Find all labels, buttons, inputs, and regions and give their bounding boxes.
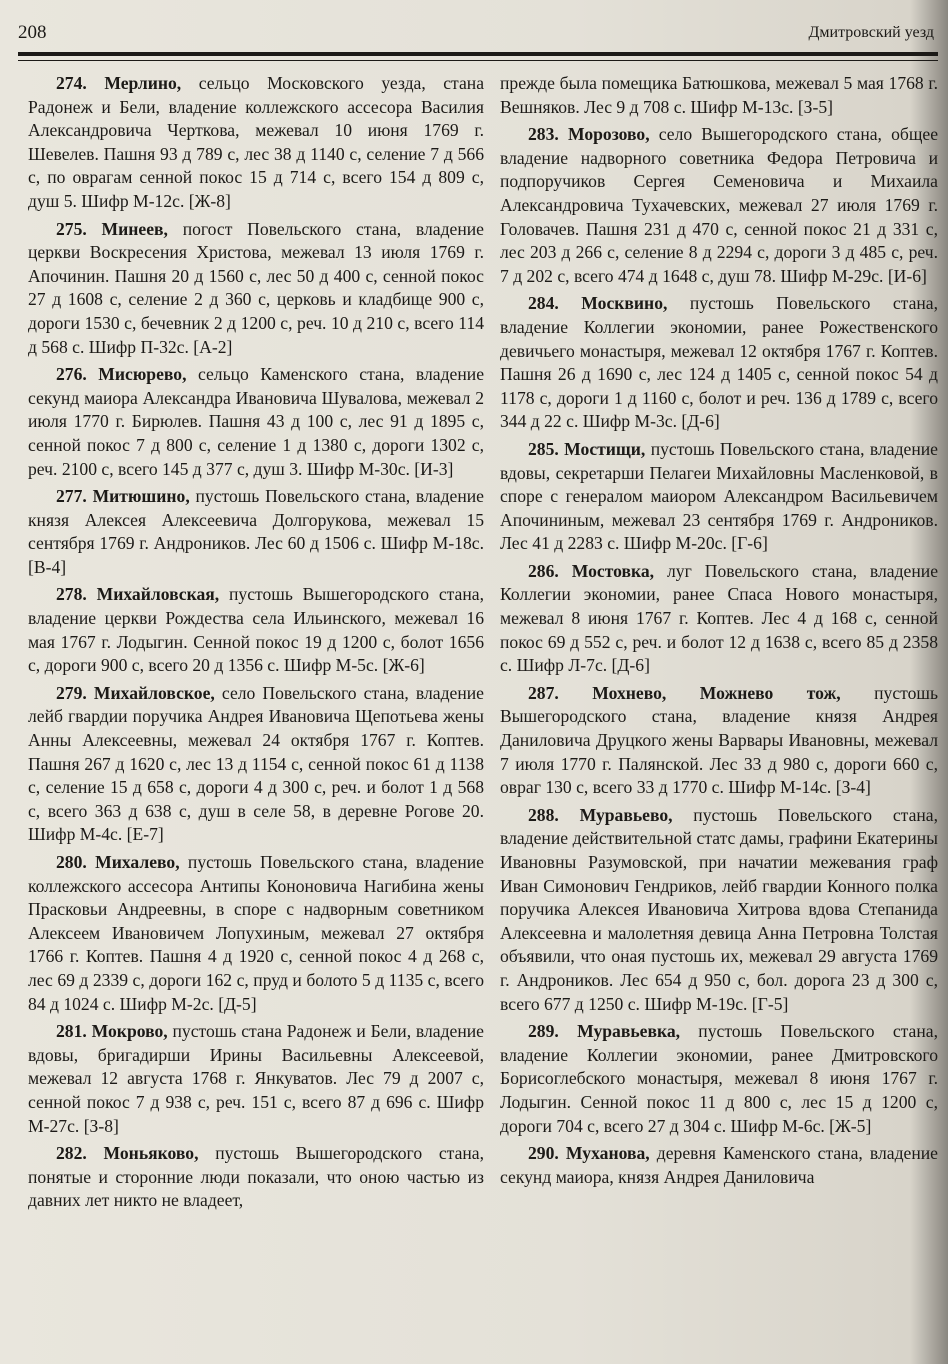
entry-text: пустошь Повельского стана, владение действительной статс дамы, графини Екатерины Ивановны Разумовской, при начатии межевания граф Иван Симонович Гендриков, лейб гвардии Конного полка поручика Алексея Ивановича Хитрова вдова Степанида Алексеевна и малолетняя девица Анна Петровна Толстая объявили, что оная пустошь их, межевал 29 августа 1769 г. Андроников. Лес 654 д 950 с, бол. дорога 23 д 300 с, всего 677 д 1250 с. Шифр М-19с. [Г-5] [500, 804, 938, 1014]
left-column [28, 72, 484, 1357]
entry-number: 285. [528, 438, 559, 459]
entry-275 [28, 218, 484, 360]
entry-276 [28, 363, 484, 481]
place-name: Морозово, [567, 124, 650, 145]
page-header [18, 18, 938, 46]
place-name: Митюшино, [92, 486, 190, 507]
entry-text: село Повельского стана, владение лейб гвардии поручика Андрея Ивановича Щепотьева жены Анны Алексеевны, межевал 24 октября 1767 г. Коптев. Пашня 267 д 1620 с, лес 13 д 1154 с, сенной покос 61 д 1138 с, селение 15 д 658 с, дороги 4 д 300 с, реч. и болот 1 д 568 с, всего 363 д 638 с, душ в селе 58, в деревне Рогове 20. Шифр М-4с. [Е-7] [28, 682, 484, 845]
place-name: Моньяково, [103, 1143, 199, 1164]
entry-text: пустошь Вышегородского стана, владение князя Андрея Даниловича Друцкого жены Варвары Ивановны, межевал 7 июля 1770 г. Палянской. Лес 33 д 980 с, дороги 660 с, овраг 130 с, всего 33 д 1770 с. Шифр М-14с. [З-4] [500, 682, 938, 798]
place-name: Муханова, [565, 1143, 650, 1164]
entry-number: 287. [528, 682, 559, 703]
entry-number: 275. [56, 218, 87, 239]
place-name: Москвино, [581, 293, 668, 314]
entry-number: 278. [56, 584, 87, 605]
entry-text: сельцо Московского уезда, стана Радонеж и Бели, владение коллежского ассесора Василия Александровича Черткова, межевал 10 июня 1769 г. Шевелев. Пашня 93 д 789 с, лес 38 д 1140 с, селение 7 д 566 с, по оврагам сенной покос 15 д 714 с, всего 154 д 809 с, душ 5. Шифр М-12с. [Ж-8] [28, 73, 484, 211]
entry-284 [500, 292, 938, 434]
entry-number: 289. [528, 1021, 559, 1042]
entry-text: деревня Каменского стана, владение секунд маиора, князя Андрея Даниловича [500, 1143, 938, 1187]
place-name: Мостовка, [571, 560, 655, 581]
running-head: Дмитровский уезд [808, 24, 934, 41]
entry-number: 279. [56, 682, 87, 703]
entry-text: пустошь Вышегородского стана, понятые и сторонние люди показали, что оною частью из давних лет никто не владеет, [28, 1143, 484, 1211]
entry-text: сельцо Каменского стана, владение секунд маиора Александра Ивановича Шувалова, межевал 2 июля 1770 г. Бирюлев. Пашня 43 д 100 с, лес 91 д 1895 с, сенной покос 7 д 800 с, селение 1 д 1380 с, дороги 1302 с, реч. 2100 с, всего 145 д 377 с, душ 3. Шифр М-30с. [И-3] [28, 364, 484, 479]
entry-290 [500, 1142, 938, 1189]
place-name: Мохнево, Можнево тож, [592, 682, 841, 703]
right-column [500, 72, 938, 1357]
page-number: 208 [18, 22, 47, 43]
entry-283 [500, 123, 938, 288]
entry-number: 280. [56, 852, 87, 872]
entry-277 [28, 485, 484, 579]
entry-text: луг Повельского стана, владение Коллегии экономии, ранее Спаса Нового монастыря, межевал 8 июня 1767 г. Коптев. Лес 4 д 168 с, сенной покос 69 д 552 с, реч. и болот 12 д 1638 с, всего 85 д 2358 с. Шифр Л-7с. [Д-6] [500, 560, 938, 676]
place-name: Михайловское, [93, 682, 215, 703]
entry-text: пустошь Вышегородского стана, владение церкви Рождества села Ильинского, межевал 16 мая 1767 г. Лодыгин. Сенной покос 19 д 1200 с, болот 1656 с, дороги 900 с, всего 20 д 1356 с. Шифр М-5с. [Ж-6] [28, 584, 484, 676]
entry-text: пустошь Повельского стана, владение князя Алексея Алексеевича Долгорукова, межевал 15 сентября 1769 г. Андроников. Лес 60 д 1506 с. Шифр М-18с. [В-4] [28, 486, 484, 577]
entry-278 [28, 583, 484, 677]
place-name: Муравьево, [579, 804, 673, 825]
entry-288 [500, 804, 938, 1016]
entry-281 [28, 1020, 484, 1138]
header-rule-thin [18, 60, 938, 61]
entry-text: пустошь Повельского стана, владение Коллегии экономии, ранее Рожественского девичьего монастыря, межевал 12 октября 1767 г. Коптев. Пашня 26 д 1690 с, лес 124 д 1405 с, сенной покос 54 д 1178 с, дороги 1 д 1160 с, болот и реч. 136 д 1789 с, всего 344 д 22 с. Шифр М-3с. [Д-6] [500, 293, 938, 432]
entry-number: 282. [56, 1143, 87, 1164]
entry-285 [500, 438, 938, 556]
entry-number: 290. [528, 1143, 559, 1164]
entry-text: пустошь стана Радонеж и Бели, владение вдовы, бригадирши Ирины Васильевны Алексеевой, межевал 12 августа 1768 г. Янкуватов. Лес 79 д 2007 с, сенной покос 7 д 938 с, реч. 151 с, всего 87 д 696 с. Шифр М-27с. [З-8] [28, 1021, 484, 1136]
entry-text: пустошь Повельского стана, владение коллежского ассесора Антипы Кононовича Нагибина жены Прасковьи Андреевны, в споре с надворным советником Алексеем Ивановичем Лопухиным, межевал 27 октября 1766 г. Коптев. Пашня 4 д 1920 с, сенной покос 4 д 268 с, лес 69 д 2339 с, дороги 162 с, пруд и болото 5 д 1135 с, всего 84 д 1024 с. Шифр М-2с. [Д-5] [28, 852, 484, 1014]
place-name: Михалево, [95, 852, 180, 872]
place-name: Мокрово, [91, 1021, 168, 1042]
entry-number: 276. [56, 364, 87, 385]
entry-289 [500, 1020, 938, 1138]
entry-number: 277. [56, 486, 87, 507]
entry-number: 288. [528, 804, 559, 825]
entry-number: 274. [56, 73, 87, 93]
entry-text: пустошь Повельского стана, владение Коллегии экономии, ранее Дмитровского Борисоглебского монастыря, межевал 8 июня 1767 г. Лодыгин. Сенной покос 11 д 800 с, лес 15 д 1200 с, дороги 704 с, всего 27 д 304 с. Шифр М-6с. [Ж-5] [500, 1021, 938, 1136]
header-rule-thick [18, 52, 938, 56]
entry-text: погост Повельского стана, владение церкви Воскресения Христова, межевал 13 июля 1769 г. Апочинин. Пашня 20 д 1560 с, лес 50 д 400 с, сенной покос 27 д 1608 с, селение 2 д 360 с, церковь и кладбище 900 с, дороги 1530 с, бечевник 2 д 1200 с, реч. 10 д 210 с, всего 114 д 568 с. Шифр П-32с. [А-2] [28, 218, 484, 357]
entry-280 [28, 851, 484, 1016]
place-name: Минеев, [101, 218, 168, 239]
entry-274 [28, 72, 484, 214]
entry-287 [500, 682, 938, 800]
entry-279 [28, 682, 484, 847]
entry-number: 286. [528, 560, 559, 581]
place-name: Мостищи, [564, 438, 646, 459]
entry-282 [28, 1142, 484, 1213]
entry-text: пустошь Повельского стана, владение вдовы, секретарши Пелагеи Михайловны Масленковой, в споре с генералом маиором Александром Васильевичем Апочининым, межевал 23 сентября 1769 г. Андроников. Лес 41 д 2283 с. Шифр М-20с. [Г-6] [500, 438, 938, 554]
entry-number: 281. [56, 1021, 87, 1042]
entry-282-continued [500, 72, 938, 119]
entry-text: село Вышегородского стана, общее владение надворного советника Федора Петровича и подпоручиков Сергея Семеновича и Михаила Александровича Тухачевских, межевал 27 июля 1769 г. Головачев. Пашня 231 д 470 с, сенной покос 21 д 331 с, лес 203 д 266 с, селение 8 д 2294 с, дороги 3 д 485 с, реч. 7 д 202 с, всего 474 д 1648 с, душ 78. Шифр М-29с. [И-6] [500, 124, 938, 286]
place-name: Мисюрево, [98, 364, 187, 385]
place-name: Мерлино, [104, 73, 182, 93]
entry-number: 284. [528, 293, 559, 314]
entry-text: прежде была помещика Батюшкова, межевал 5 мая 1768 г. Вешняков. Лес 9 д 708 с. Шифр М-13с. [З-5] [500, 73, 938, 117]
place-name: Муравьевка, [577, 1021, 681, 1042]
entry-286 [500, 560, 938, 678]
place-name: Михайловская, [96, 584, 220, 605]
entry-number: 283. [528, 124, 559, 145]
